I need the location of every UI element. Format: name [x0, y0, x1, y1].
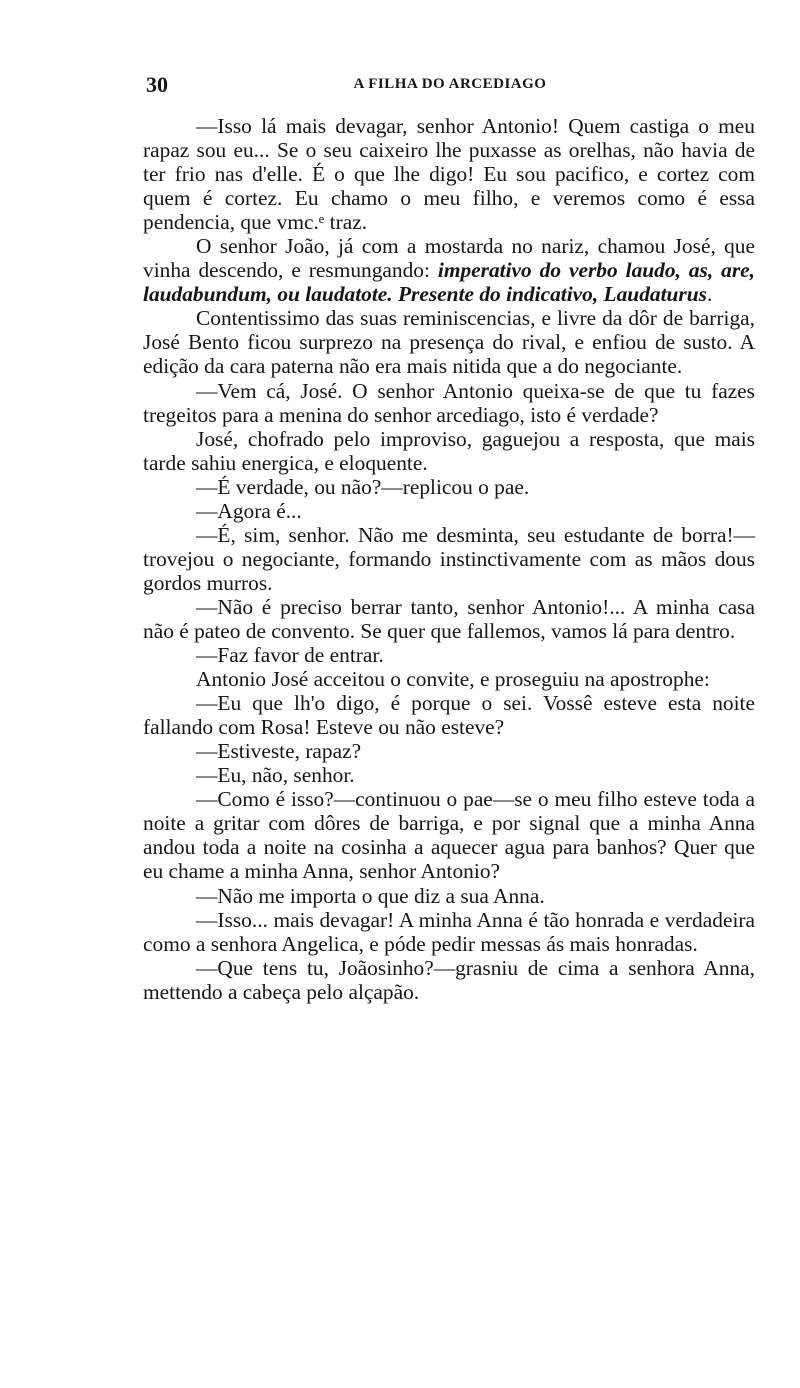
latin-conjugation: imperativo do verbo laudo, as, are, laudabundum, ou laudatote. Presente do indicativo, Laudaturus: [143, 258, 755, 307]
paragraph: —Isso lá mais devagar, senhor Antonio! Quem castiga o meu rapaz sou eu... Se o seu caixeiro lhe puxasse as orelhas, não havia de ter frio nas d'elle. É o que lhe digo! Eu sou pacifico, e cortez com quem é cortez. Eu chamo o meu filho, e veremos como é essa pendencia, que vmc.ᵉ traz.: [143, 114, 755, 235]
paragraph-text: O senhor João, já com a mostarda no nariz, chamou José, que vinha descendo, e resmungando:: [143, 234, 755, 283]
paragraph: —Eu, não, senhor.: [196, 763, 355, 788]
paragraph: —Não é preciso berrar tanto, senhor Antonio!... A minha casa não é pateo de convento. Se quer que fallemos, vamos lá para dentro.: [143, 594, 755, 643]
paragraph: —Não me importa o que diz a sua Anna.: [196, 883, 545, 908]
paragraph: —Eu que lh'o digo, é porque o sei. Vossê esteve esta noite fallando com Rosa! Esteve ou não esteve?: [143, 691, 755, 740]
page-number: 30: [146, 72, 168, 97]
running-title: A FILHA DO ARCEDIAGO: [353, 76, 547, 92]
paragraph: —É verdade, ou não?—replicou o pae.: [196, 474, 530, 499]
paragraph-text: .: [706, 282, 713, 307]
paragraph: [143, 234, 755, 306]
paragraph: Antonio José acceitou o convite, e proseguiu na apostrophe:: [196, 667, 710, 692]
paragraph: José, chofrado pelo improviso, gaguejou a resposta, que mais tarde sahiu energica, e eloquente.: [143, 426, 755, 475]
paragraph: —Faz favor de entrar.: [196, 643, 384, 668]
paragraph: —Como é isso?—continuou o pae—se o meu filho esteve toda a noite a gritar com dôres de barriga, e por signal que a minha Anna andou toda a noite na cosinha a aquecer agua para banhos? Quer que eu chame a minha Anna, senhor Antonio?: [143, 787, 755, 884]
paragraph: —Agora é...: [196, 498, 302, 523]
paragraph: —Isso... mais devagar! A minha Anna é tão honrada e verdadeira como a senhora Angelica, e póde pedir messas ás mais honradas.: [143, 907, 755, 956]
paragraph: Contentissimo das suas reminiscencias, e livre da dôr de barriga, José Bento ficou surprezo na presença do rival, e enfiou de susto. A edição da cara paterna não era mais nitida que a do negociante.: [143, 306, 755, 379]
body-text: [143, 114, 755, 1004]
page-header: [140, 72, 760, 102]
paragraph: —Que tens tu, Joãosinho?—grasniu de cima a senhora Anna, mettendo a cabeça pelo alçapão.: [143, 955, 755, 1004]
paragraph: —É, sim, senhor. Não me desminta, seu estudante de borra!—trovejou o negociante, formando instinctivamente com as mãos dous gordos murros.: [143, 522, 755, 595]
paragraph: —Vem cá, José. O senhor Antonio queixa-se de que tu fazes tregeitos para a menina do senhor arcediago, isto é verdade?: [143, 378, 755, 427]
paragraph: —Estiveste, rapaz?: [196, 739, 362, 764]
